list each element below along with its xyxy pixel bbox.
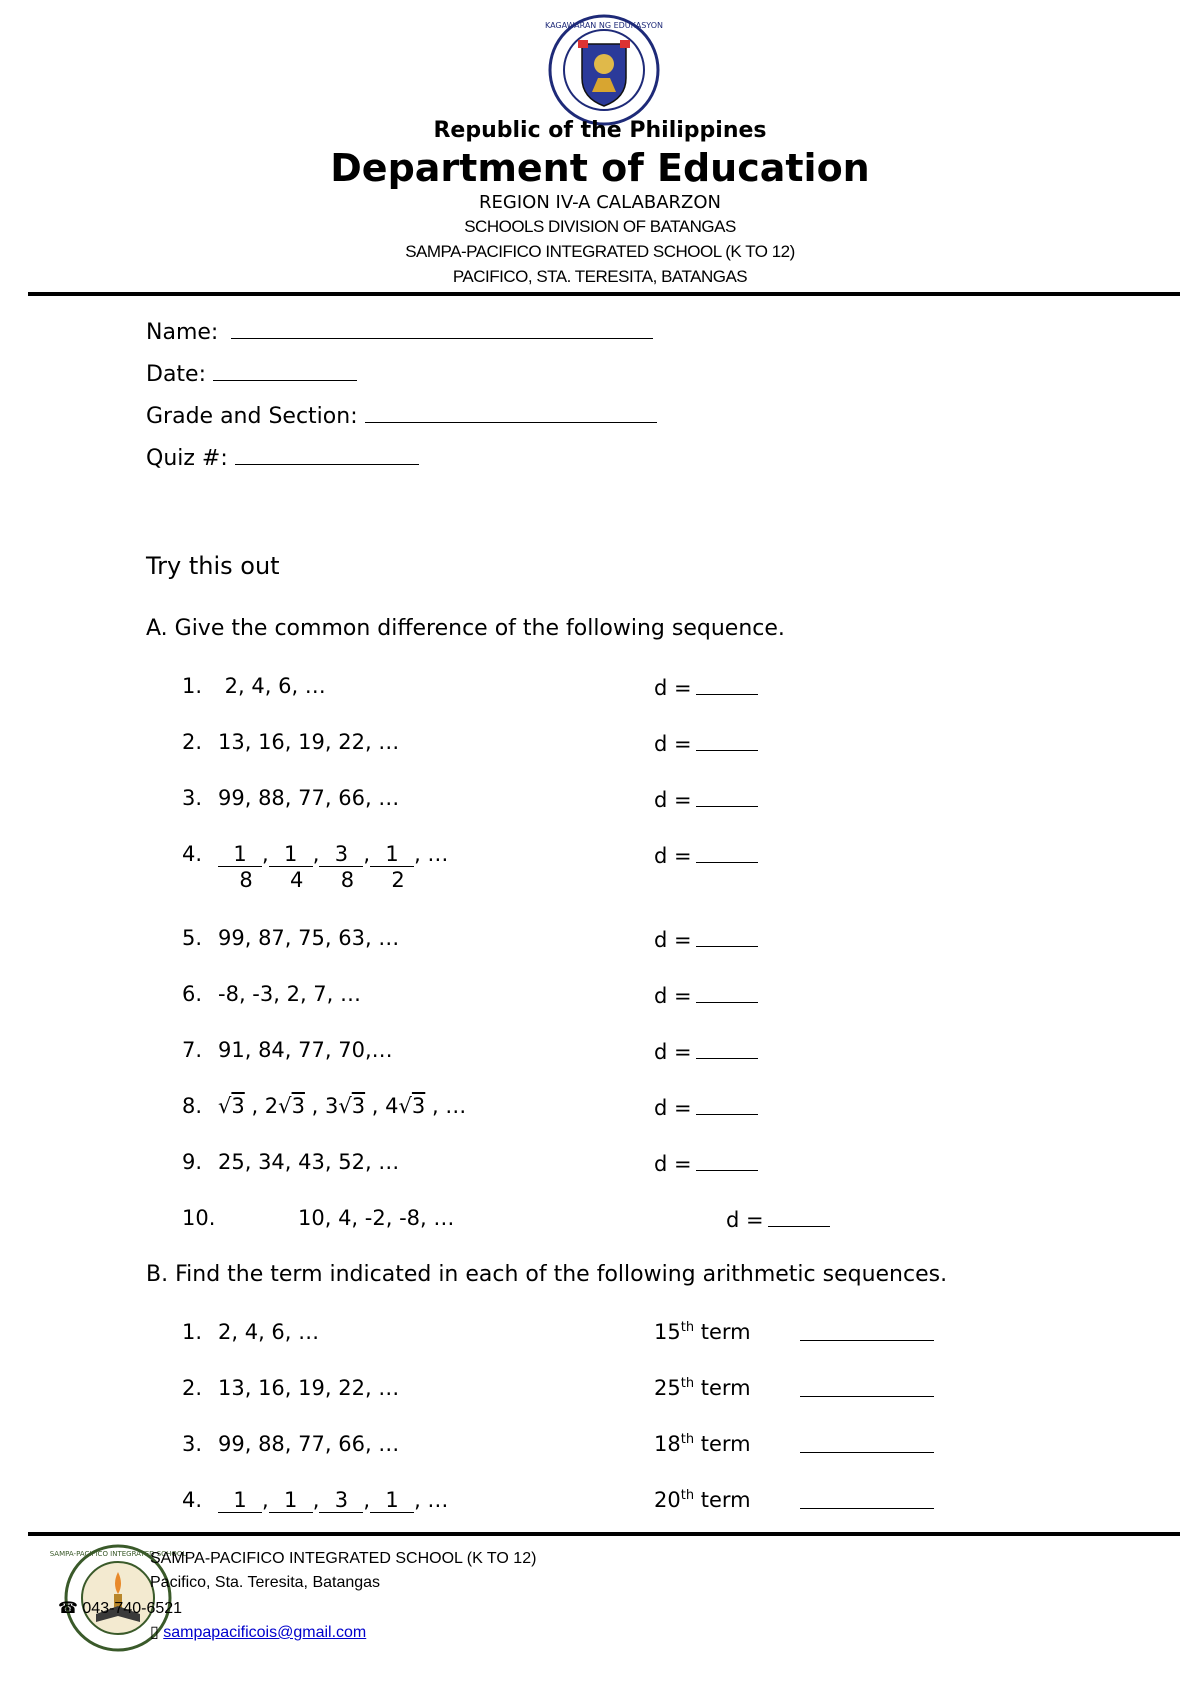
answer-d-6: d = (654, 982, 758, 1008)
grade-blank[interactable] (365, 400, 657, 423)
list-item: 6. -8, -3, 2, 7, … (182, 982, 362, 1006)
list-item: 4. 1 , 1 , 3 , 1 , … (182, 1488, 449, 1512)
name-blank[interactable] (231, 316, 653, 339)
term-answer-4[interactable] (800, 1488, 934, 1513)
list-item: 4. $\frac{1}{8}$ , $\frac{1}{4}$ , $\frac{3}{8}$ , $\frac{1}{2}$ , … (182, 842, 449, 892)
answer-d-10: d = (726, 1206, 830, 1232)
phone-icon: ☎ (58, 1600, 78, 1617)
fraction: 1 (269, 1488, 313, 1514)
fraction: $\frac{3}{8}$ (319, 842, 363, 892)
address-line: PACIFICO, STA. TERESITA, BATANGAS (452, 267, 748, 286)
list-item: 9. 25, 34, 43, 52, … (182, 1150, 400, 1174)
answer-d-1: d = (654, 674, 758, 700)
term-label-1: 15th term (654, 1320, 751, 1344)
fraction: $\frac{1}{2}$ (370, 842, 414, 892)
fraction: 3 (319, 1488, 363, 1514)
answer-d-2: d = (654, 730, 758, 756)
footer-phone-row (58, 1598, 182, 1618)
footer-email-link[interactable]: sampapacificois@gmail.com (163, 1624, 367, 1641)
answer-blank[interactable] (696, 1094, 758, 1115)
list-item: 1. 2, 4, 6, … (182, 674, 326, 698)
quiz-label: Quiz #: (146, 446, 228, 471)
term-answer-2[interactable] (800, 1376, 934, 1401)
answer-blank[interactable] (696, 926, 758, 947)
answer-d-5: d = (654, 926, 758, 952)
footer-email-row (150, 1622, 366, 1642)
department-title: Department of Education (330, 146, 870, 190)
list-item: 10. 10, 4, -2, -8, … (182, 1206, 455, 1230)
fraction: 1 (370, 1488, 414, 1514)
footer-address: Pacifico, Sta. Teresita, Batangas (150, 1574, 381, 1591)
school-seal-text: SAMPA-PACIFICO INTEGRATED SCHOOL (49, 1550, 187, 1558)
term-answer-3[interactable] (800, 1432, 934, 1457)
list-item: 2. 13, 16, 19, 22, … (182, 730, 400, 754)
name-label: Name: (146, 320, 219, 345)
answer-d-9: d = (654, 1150, 758, 1176)
name-field (146, 316, 653, 345)
quiz-blank[interactable] (235, 442, 419, 465)
part-b-instruction: B. Find the term indicated in each of the following arithmetic sequences. (146, 1262, 948, 1287)
term-label-4: 20th term (654, 1488, 751, 1512)
date-label: Date: (146, 362, 206, 387)
fraction: $\frac{1}{4}$ (269, 842, 313, 892)
mail-icon: ▯ (150, 1624, 159, 1641)
list-item: 7. 91, 84, 77, 70,… (182, 1038, 393, 1062)
answer-blank[interactable] (696, 1150, 758, 1171)
list-item: 8. √3 , 2√3 , 3√3 , 4√3 , … (182, 1094, 467, 1118)
grade-label: Grade and Section: (146, 404, 358, 429)
division-line: SCHOOLS DIVISION OF BATANGAS (464, 217, 736, 236)
answer-blank[interactable] (696, 674, 758, 695)
section-heading: Try this out (146, 552, 280, 580)
fraction: 1 (218, 1488, 262, 1514)
term-label-2: 25th term (654, 1376, 751, 1400)
answer-blank[interactable] (696, 730, 758, 751)
term-answer-1[interactable] (800, 1320, 934, 1345)
date-field (146, 358, 357, 387)
answer-blank[interactable] (768, 1206, 830, 1227)
answer-blank[interactable] (696, 786, 758, 807)
region-line: REGION IV-A CALABARZON (479, 192, 721, 213)
fraction: $\frac{1}{8}$ (218, 842, 262, 892)
term-label-3: 18th term (654, 1432, 751, 1456)
date-blank[interactable] (213, 358, 357, 381)
list-item: 3. 99, 88, 77, 66, … (182, 1432, 400, 1456)
answer-d-7: d = (654, 1038, 758, 1064)
answer-d-8: d = (654, 1094, 758, 1120)
quiz-field (146, 442, 419, 471)
part-a-instruction: A. Give the common difference of the following sequence. (146, 616, 785, 641)
answer-blank[interactable] (696, 1038, 758, 1059)
answer-blank[interactable] (696, 982, 758, 1003)
list-item: 3. 99, 88, 77, 66, … (182, 786, 400, 810)
republic-line: Republic of the Philippines (433, 118, 767, 143)
footer-school: SAMPA-PACIFICO INTEGRATED SCHOOL (K TO 12) (150, 1550, 537, 1567)
answer-d-3: d = (654, 786, 758, 812)
deped-seal (544, 14, 664, 126)
footer-divider (28, 1532, 1180, 1536)
footer-phone: 043-740-6521 (82, 1600, 183, 1617)
school-line: SAMPA-PACIFICO INTEGRATED SCHOOL (K TO 12) (405, 242, 795, 261)
grade-field (146, 400, 657, 429)
seal-text: KAGAWARAN NG EDUKASYON (544, 21, 664, 30)
answer-blank[interactable] (696, 842, 758, 863)
list-item: 2. 13, 16, 19, 22, … (182, 1376, 400, 1400)
header-divider (28, 292, 1180, 296)
list-item: 5. 99, 87, 75, 63, … (182, 926, 400, 950)
list-item: 1. 2, 4, 6, … (182, 1320, 320, 1344)
answer-d-4: d = (654, 842, 758, 868)
